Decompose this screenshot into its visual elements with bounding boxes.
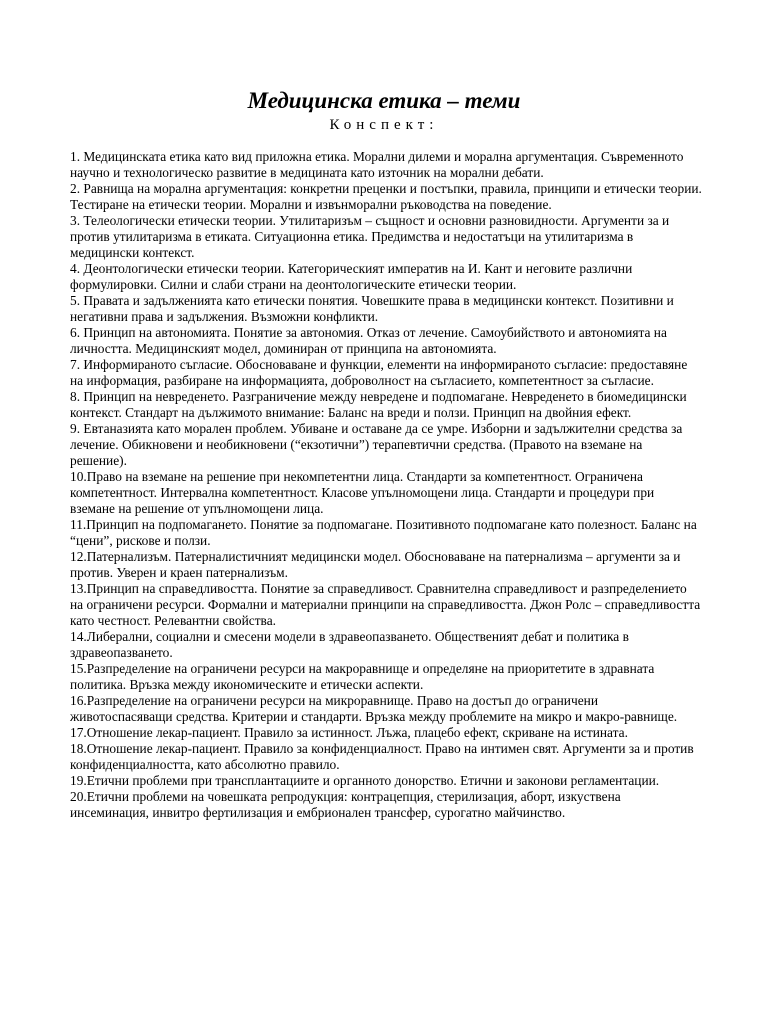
topic-item: 13.Принцип на справедливостта. Понятие за справедливост. Сравнителна справедливост и разпределението на ограничени ресурси. Формални и материални принципи на справедливостта. Джон Ролс – справедливостта като честност. Релевантни свойства. (70, 581, 701, 628)
topic-item: 14.Либерални, социални и смесени модели в здравеопазването. Общественият дебат и политика в здравеопазването. (70, 629, 629, 660)
topic-item: 2. Равнища на морална аргументация: конкретни преценки и постъпки, правила, принципи и етически теории. Тестиране на етически теории. Морални и извънморални ръководства на поведение. (70, 181, 702, 212)
document-subtitle: Конспект: (329, 117, 439, 133)
topic-item: 8. Принцип на невреденето. Разграничение между невредене и подпомагане. Невреденето в биомедицински контекст. Стандарт на дължимото внимание: Баланс на вреди и ползи. Принцип на двойния ефект. (70, 389, 687, 420)
topic-item: 6. Принцип на автономията. Понятие за автономия. Отказ от лечение. Самоубийството и автономията на личността. Медицинският модел, доминиран от принципа на автономията. (70, 325, 667, 356)
topic-item: 18.Отношение лекар-пациент. Правило за конфиденциалност. Право на интимен свят. Аргументи за и против конфиденциалността, като абсолютно правило. (70, 741, 694, 772)
document-title: Медицинска етика – теми (247, 88, 521, 113)
topic-item: 19.Етични проблеми при трансплантациите и органното донорство. Етични и законови регламентации. (70, 773, 660, 788)
topic-item: 5. Правата и задълженията като етически понятия. Човешките права в медицински контекст. Позитивни и негативни права и задължения. Възможни конфликти. (70, 293, 674, 324)
topic-item: 12.Патернализъм. Патерналистичният медицински модел. Обосноваване на патернализма – аргументи за и против. Уверен и краен патернализъм. (70, 549, 681, 580)
topic-item: 4. Деонтологически етически теории. Категорическият императив на И. Кант и неговите различни формулировки. Силни и слаби страни на деонтологическите етически теории. (70, 261, 633, 292)
topic-item: 1. Медицинската етика като вид приложна етика. Морални дилеми и морална аргументация. Съвременното научно и технологическо развитие в медицината като източник на морални дебати. (70, 149, 684, 180)
topic-item: 11.Принцип на подпомагането. Понятие за подпомагане. Позитивното подпомагане като полезност. Баланс на “цени”, рискове и ползи. (70, 517, 697, 548)
topic-item: 10.Право на вземане на решение при некомпетентни лица. Стандарти за компетентност. Ограничена компетентност. Интервална компетентност. Класове упълномощени лица. Стандарти и процедури при вземане на решение от упълномощени лица. (70, 469, 655, 516)
topic-item: 15.Разпределение на ограничени ресурси на макроравнище и определяне на приоритетите в здравната политика. Връзка между икономическите и етически аспекти. (70, 661, 655, 692)
topic-item: 3. Телеологически етически теории. Утилитаризъм – същност и основни разновидности. Аргументи за и против утилитаризма в етиката. Ситуационна етика. Предимства и недостатъци на утилитаризма в медицински контекст. (70, 213, 670, 260)
topic-item: 7. Информираното съгласие. Обосноваване и функции, елементи на информираното съгласие: предоставяне на информация, разбиране на информацията, доброволност на съгласието, компетентност за съгласие. (70, 357, 688, 388)
topic-item: 20.Етични проблеми на човешката репродукция: контрацепция, стерилизация, аборт, изкуствена инсеминация, инвитро фертилизация и ембрионален трансфер, сурогатно майчинство. (70, 789, 621, 820)
topic-list (70, 149, 702, 821)
topic-item: 16.Разпределение на ограничени ресурси на микроравнище. Право на достъп до ограничени животоспасяващи средства. Критерии и стандарти. Връзка между проблемите на микро и макро-равнище. (70, 693, 678, 724)
topic-item: 17.Отношение лекар-пациент. Правило за истинност. Лъжа, плацебо ефект, скриване на истината. (70, 725, 628, 740)
topic-item: 9. Евтаназията като морален проблем. Убиване и оставане да се умре. Изборни и задължителни средства за лечение. Обикновени и необикновени (“екзотични”) терапевтични средства. (Правото на вземане на решение). (70, 421, 683, 468)
